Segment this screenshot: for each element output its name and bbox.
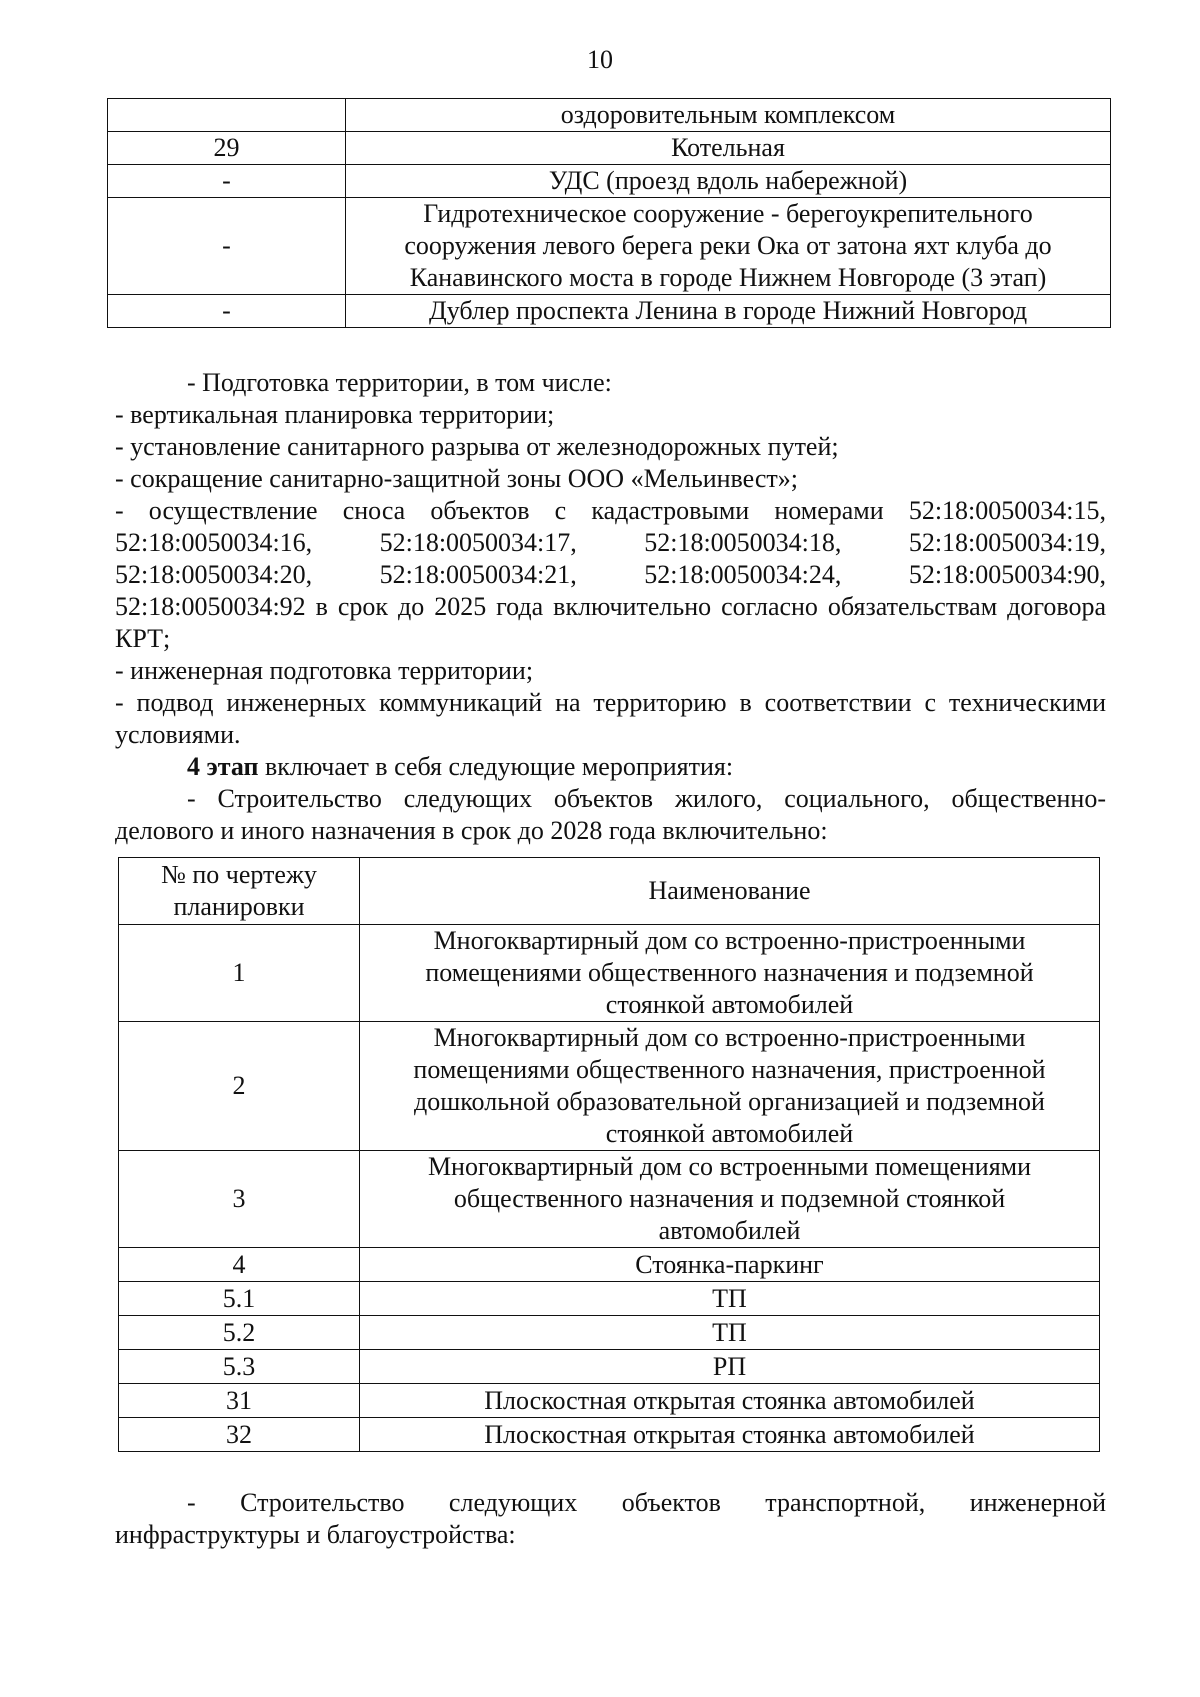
row-name: Плоскостная открытая стоянка автомобилей [360, 1418, 1100, 1452]
table-row [108, 132, 1111, 165]
row-name: Котельная [346, 132, 1111, 165]
preparation-item: - установление санитарного разрыва от железнодорожных путей; [115, 432, 839, 461]
row-name: РП [360, 1350, 1100, 1384]
row-name: Плоскостная открытая стоянка автомобилей [360, 1384, 1100, 1418]
row-name: Многоквартирный дом со встроенно-пристроенными помещениями общественного назначения, пристроенной дошкольной образовательной организацией и подземной стоянкой автомобилей [360, 1022, 1100, 1151]
stage4-label: 4 этап [187, 752, 259, 781]
row-name: УДС (проезд вдоль набережной) [346, 165, 1111, 198]
row-number: 5.2 [119, 1316, 360, 1350]
row-number: - [108, 198, 346, 295]
stage4-intro-text: включает в себя следующие мероприятия: [258, 752, 734, 781]
stage4-objects-table [118, 857, 1100, 1452]
preparation-item: - вертикальная планировка территории; [115, 400, 555, 429]
table-row [119, 1384, 1100, 1418]
row-name: Многоквартирный дом со встроенно-пристроенными помещениями общественного назначения и подземной стоянкой автомобилей [360, 925, 1100, 1022]
row-number: 32 [119, 1418, 360, 1452]
row-number: - [108, 295, 346, 328]
row-name: Стоянка-паркинг [360, 1248, 1100, 1282]
table-row [119, 1022, 1100, 1151]
column-header-number: № по чертежу планировки [119, 858, 360, 925]
row-number: 1 [119, 925, 360, 1022]
table-row [119, 1350, 1100, 1384]
table-row [119, 1151, 1100, 1248]
table-header-row [119, 858, 1100, 925]
row-number [108, 99, 346, 132]
row-name: Многоквартирный дом со встроенными помещениями общественного назначения и подземной стоянкой автомобилей [360, 1151, 1100, 1248]
table-row [108, 295, 1111, 328]
row-number: 3 [119, 1151, 360, 1248]
utilities-paragraph: - подвод инженерных коммуникаций на территорию в соответствии с техническими условиями. [115, 688, 1106, 749]
row-name: оздоровительным комплексом [346, 99, 1111, 132]
table-row [119, 1316, 1100, 1350]
closing-paragraph: - Строительство следующих объектов транспортной, инженерной инфраструктуры и благоустройства: [115, 1488, 1106, 1549]
preparation-item: - сокращение санитарно-защитной зоны ООО «Мельинвест»; [115, 464, 798, 493]
column-header-name: Наименование [360, 858, 1100, 925]
table-row [108, 165, 1111, 198]
page-number: 10 [587, 45, 613, 74]
stage4-intro [115, 751, 1106, 783]
row-name: Дублер проспекта Ленина в городе Нижний Новгород [346, 295, 1111, 328]
row-name: ТП [360, 1316, 1100, 1350]
row-number: 2 [119, 1022, 360, 1151]
row-name: ТП [360, 1282, 1100, 1316]
demolition-paragraph: - осуществление сноса объектов с кадастровыми номерами 52:18:0050034:15, 52:18:0050034:16, 52:18:0050034:17, 52:18:0050034:18, 52:18:0050034:19, 52:18:0050034:20, 52:18:0050034:21, 52:18:0050034:24, 52:18:0050034:90, 52:18:0050034:92 в срок до 2025 года включительно согласно обязательствам договора КРТ; [115, 496, 1106, 653]
row-number: 5.1 [119, 1282, 360, 1316]
objects-table-continued [107, 98, 1111, 328]
stage4-construction-text: - Строительство следующих объектов жилого, социального, общественно-делового и иного назначения в срок до 2028 года включительно: [115, 784, 1106, 845]
preparation-heading: - Подготовка территории, в том числе: [187, 368, 612, 397]
row-name: Гидротехническое сооружение - берегоукрепительного сооружения левого берега реки Ока от затона яхт клуба до Канавинского моста в городе Нижнем Новгороде (3 этап) [346, 198, 1111, 295]
row-number: - [108, 165, 346, 198]
table-row [119, 925, 1100, 1022]
preparation-section [115, 367, 1106, 847]
table-row [108, 198, 1111, 295]
engineering-prep-item: - инженерная подготовка территории; [115, 656, 534, 685]
table-row [108, 99, 1111, 132]
row-number: 29 [108, 132, 346, 165]
table-row [119, 1248, 1100, 1282]
row-number: 5.3 [119, 1350, 360, 1384]
row-number: 31 [119, 1384, 360, 1418]
row-number: 4 [119, 1248, 360, 1282]
table-row [119, 1418, 1100, 1452]
table-row [119, 1282, 1100, 1316]
